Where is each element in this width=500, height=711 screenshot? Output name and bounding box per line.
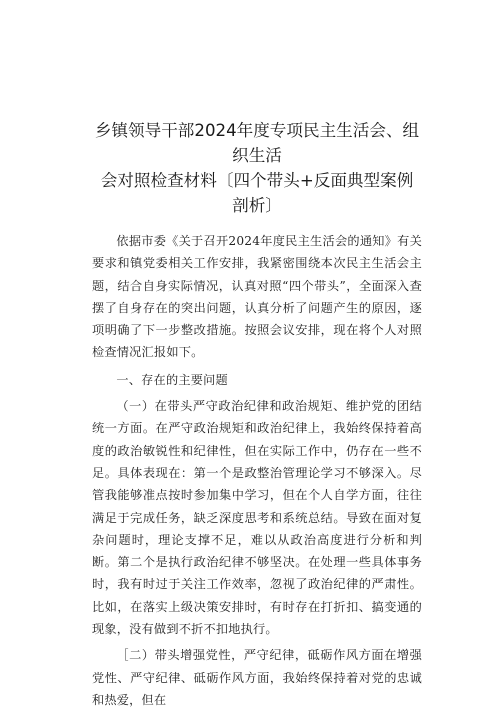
intro-paragraph: 依据市委《关于召开2024年度民主生活会的通知》有关要求和镇党委相关工作安排，我紧密围绕本次民主生活会主题，结合自身实际情况，认真对照“四个带头”，全面深入查摆了自身存在的突出问题，认真分析了问题产生的原因，逐项明确了下一步整改措施。按照会议安排，现在将个人对照检查情况汇报如下。 <box>92 234 422 360</box>
title-line-3: 剖析〕 <box>232 196 282 215</box>
title-line-2: 会对照检查材料〔四个带头+反面典型案例 <box>100 171 414 190</box>
section-heading-1: 一、存在的主要问题 <box>116 372 228 387</box>
document-title <box>92 118 422 218</box>
subsection-1-paragraph: （一）在带头严守政治纪律和政治规矩、维护党的团结统一方面。在严守政治规矩和政治纪律上，我始终保持着高度的政治敏锐性和纪律性，但在实际工作中，仍存在一些不足。具体表现在：第一个是政整治管理论学习不够深入。尽管我能够准点按时参加集中学习，但在个人自学方面，往往满足于完成任务，缺乏深度思考和系统总结。导致在面对复杂问题时，理论支撑不足，难以从政治高度进行分析和判断。第二个是执行政治纪律不够坚决。在处理一些具体事务时，我有时过于关注工作效率，忽视了政治纪律的严肃性。比如，在落实上级决策安排时，有时存在打折扣、搞变通的现象，没有做到不折不扣地执行。 <box>92 399 422 637</box>
title-line-1: 乡镇领导干部2024年度专项民主生活会、组织生活 <box>94 121 420 165</box>
subsection-2-paragraph: ［二）带头增强党性，严守纪律，砥砺作风方面在增强党性、严守纪律、砥砺作风方面，我始终保持着对党的忠诚和热爱，但在 <box>92 648 422 707</box>
